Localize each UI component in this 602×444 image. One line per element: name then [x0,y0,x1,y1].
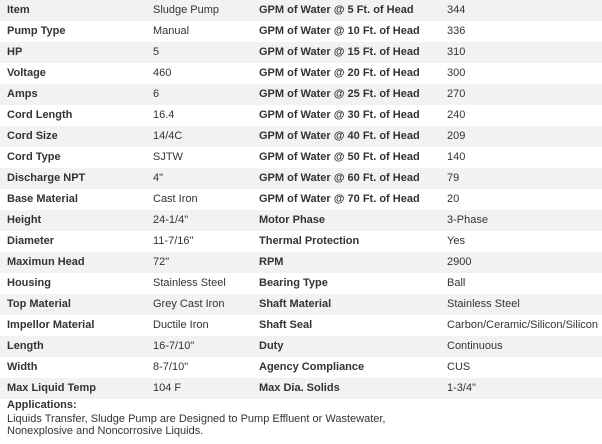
spec-label: Thermal Protection [259,235,360,247]
spec-label: Diameter [7,235,55,247]
spec-row [0,273,602,294]
spec-value: Ball [447,277,466,289]
spec-value: Continuous [447,340,503,352]
applications-title: Applications: [7,399,77,411]
spec-label: GPM of Water @ 25 Ft. of Head [259,88,420,100]
spec-row [0,84,602,105]
spec-value: 336 [447,25,466,37]
spec-value: Cast Iron [153,193,198,205]
spec-label: Impellor Material [7,319,95,331]
spec-value: CUS [447,361,471,373]
spec-value: 140 [447,151,466,163]
spec-row [0,189,602,210]
spec-label: Agency Compliance [259,361,365,373]
spec-value: 240 [447,109,466,121]
spec-row [0,168,602,189]
spec-value: 104 F [153,382,182,394]
applications-section [7,398,597,437]
spec-value: 300 [447,67,466,79]
spec-label: Length [7,340,44,352]
spec-row [0,294,602,315]
spec-label: Housing [7,277,51,289]
spec-row [0,231,602,252]
spec-value: 72" [153,256,170,268]
spec-row [0,315,602,336]
spec-row [0,126,602,147]
spec-value: 14/4C [153,130,183,142]
spec-value: 20 [447,193,460,205]
spec-label: Cord Length [7,109,73,121]
spec-label: Duty [259,340,284,352]
applications-text: Liquids Transfer, Sludge Pump are Designed to Pump Effluent or Wastewater, Nonexplosive and Noncorrosive Liquids. [7,413,386,437]
spec-row [0,378,602,399]
spec-label: Discharge NPT [7,172,86,184]
spec-label: GPM of Water @ 50 Ft. of Head [259,151,420,163]
spec-value: 4" [153,172,164,184]
spec-label: Item [7,4,30,16]
spec-label: Cord Size [7,130,58,142]
spec-label: Bearing Type [259,277,328,289]
spec-label: Cord Type [7,151,61,163]
spec-row [0,147,602,168]
spec-label: Max Liquid Temp [7,382,97,394]
spec-label: Voltage [7,67,46,79]
spec-label: GPM of Water @ 60 Ft. of Head [259,172,420,184]
spec-value: 16-7/10" [153,340,195,352]
spec-value: 1-3/4" [447,382,476,394]
spec-row [0,105,602,126]
spec-value: 209 [447,130,466,142]
spec-value: Ductile Iron [153,319,209,331]
spec-value: 270 [447,88,466,100]
spec-value: 8-7/10" [153,361,189,373]
spec-value: 5 [153,46,160,58]
spec-label: GPM of Water @ 30 Ft. of Head [259,109,420,121]
spec-label: GPM of Water @ 5 Ft. of Head [259,4,414,16]
spec-label: GPM of Water @ 20 Ft. of Head [259,67,420,79]
spec-row [0,21,602,42]
spec-value: 460 [153,67,172,79]
spec-label: Maximun Head [7,256,85,268]
spec-row [0,42,602,63]
spec-value: Grey Cast Iron [153,298,225,310]
spec-label: Shaft Material [259,298,332,310]
spec-label: Max Dia. Solids [259,382,340,394]
spec-value: 2900 [447,256,472,268]
spec-label: GPM of Water @ 15 Ft. of Head [259,46,420,58]
spec-value: Sludge Pump [153,4,220,16]
spec-label: HP [7,46,23,58]
spec-label: Motor Phase [259,214,326,226]
spec-label: Top Material [7,298,71,310]
spec-label: Pump Type [7,25,66,37]
spec-label: Amps [7,88,38,100]
spec-row [0,336,602,357]
spec-value: 16.4 [153,109,175,121]
spec-value: SJTW [153,151,183,163]
spec-label: Shaft Seal [259,319,313,331]
spec-row [0,357,602,378]
spec-row [0,252,602,273]
spec-row [0,0,602,21]
spec-value: Yes [447,235,465,247]
spec-value: 310 [447,46,466,58]
spec-label: GPM of Water @ 10 Ft. of Head [259,25,420,37]
spec-value: Carbon/Ceramic/Silicon/Silicon [447,319,599,331]
spec-label: GPM of Water @ 40 Ft. of Head [259,130,420,142]
spec-value: 3-Phase [447,214,488,226]
spec-label: Base Material [7,193,78,205]
spec-value: 344 [447,4,466,16]
spec-value: 6 [153,88,160,100]
spec-label: GPM of Water @ 70 Ft. of Head [259,193,420,205]
spec-value: 24-1/4" [153,214,189,226]
spec-label: Height [7,214,42,226]
spec-value: 79 [447,172,460,184]
spec-label: Width [7,361,38,373]
spec-value: 11-7/16" [153,235,194,247]
spec-label: RPM [259,256,284,268]
spec-row [0,210,602,231]
spec-row [0,63,602,84]
spec-value: Manual [153,25,190,37]
spec-value: Stainless Steel [447,298,520,310]
spec-value: Stainless Steel [153,277,226,289]
